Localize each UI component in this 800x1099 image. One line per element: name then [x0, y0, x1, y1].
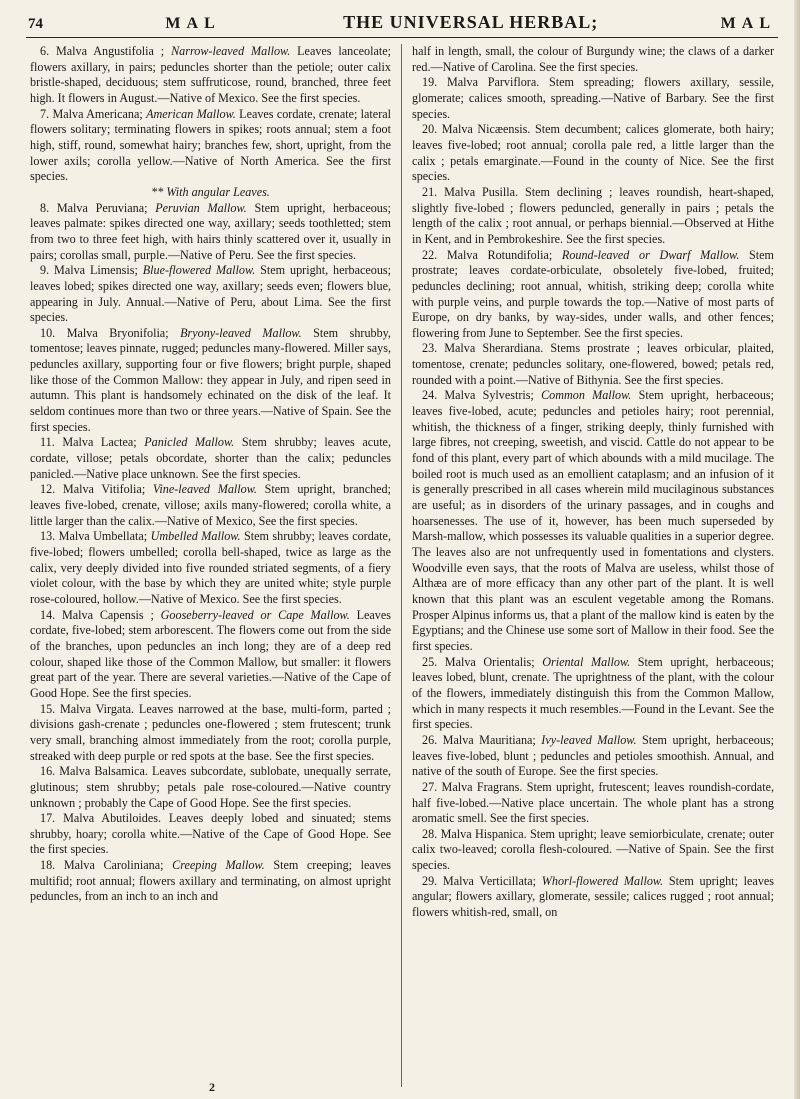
species-number: 17. — [40, 811, 56, 826]
species-number: 16. — [40, 764, 56, 779]
species-description: Leaves lanceolate; flowers axillary, in pairs; peduncles shorter than the petiole; outer calix bristle-shaped, deciduous; stem suffruticose, round, branched, three feet high. It flowers in August.—Native of Mexico. See the first species. — [30, 44, 391, 105]
species-entry — [30, 764, 391, 811]
species-number: 20. — [422, 122, 438, 137]
text-columns — [30, 44, 774, 1087]
species-number: 18. — [40, 858, 56, 873]
species-description: Leaves subcordate, sublobate, unequally serrate, glutinous; stem shrubby; petals pale rose-coloured.—Native country unknown ; probably the Cape of Good Hope. See the first species. — [30, 764, 392, 810]
species-number: 9. — [40, 263, 50, 278]
species-latin-name: Malva Peruviana; — [56, 200, 148, 215]
page-title: THE UNIVERSAL HERBAL; — [343, 12, 599, 32]
section-subheading — [30, 185, 391, 201]
species-description: Stem shrubby, tomentose; leaves pinnate, rugged; peduncles many-flowered. Miller says, peduncles axillary, supporting four or five flowers; bright purple, shaped like those of the Common Mallow: they appear in July, and ripen seed in autumn. This plant is handsomely echinated on the disk of the leaf. It seldom continues more than two or three years.—Native of Spain. See the first species. — [30, 325, 391, 434]
species-latin-name: Malva Sylvestris; — [444, 388, 534, 403]
species-common-name: American Mallow. — [146, 106, 236, 121]
species-description: Stem declining ; leaves roundish, heart-shaped, slightly five-lobed ; flowers peduncled, generally in pairs ; petals the length of the calix ; root annual, or perhaps biennial.—Observed at Hithe in Kent, and in Pembrokeshire. See the first species. — [412, 184, 774, 246]
header-left-word: MAL — [165, 15, 221, 32]
species-number: 27. — [422, 779, 438, 794]
species-latin-name: Malva Mauritiana; — [442, 732, 536, 747]
species-latin-name: Malva Capensis ; — [62, 607, 154, 622]
species-entry — [30, 435, 391, 482]
species-latin-name: Malva Orientalis; — [444, 654, 535, 669]
left-column — [30, 44, 402, 1087]
species-description: Stem creeping; leaves multifid; root annual; flowers axillary and terminating, on almost upright peduncles, from an inch to an inch and — [30, 858, 392, 904]
species-latin-name: Malva Caroliniana; — [63, 858, 164, 873]
species-common-name: Umbelled Mallow. — [150, 529, 241, 544]
species-description: Stem upright; leaves angular; flowers axillary, glomerate, sessile; calices rugged ; root annual; flowers whitish-red, small, on — [412, 873, 774, 920]
species-number: 28. — [422, 826, 438, 841]
species-common-name: Ivy-leaved Mallow. — [541, 732, 637, 747]
species-number: 10. — [40, 325, 56, 340]
species-number: 13. — [40, 529, 56, 544]
species-entry — [30, 201, 391, 264]
species-entry — [412, 388, 774, 654]
species-latin-name: Malva Hispanica. — [440, 826, 527, 841]
species-common-name: Vine-leaved Mallow. — [152, 482, 257, 497]
species-common-name: Narrow-leaved Mallow. — [171, 44, 291, 58]
species-entry — [412, 248, 774, 342]
species-latin-name: Malva Fragrans. — [441, 779, 523, 794]
species-number: 21. — [422, 184, 438, 199]
species-description: Leaves cordate, five-lobed; stem arborescent. The flowers come out from the side of the branches, upon peduncles an inch long; they are of a deep red colour, shaped like those of the Common Mallow, but smaller: it flowers great part of the year. There are several varieties.—Native of the Cape of Good Hope. See the first species. — [30, 607, 391, 700]
species-entry — [412, 874, 774, 921]
species-number: 11. — [40, 435, 55, 450]
species-latin-name: Malva Sherardiana. — [444, 341, 544, 356]
species-number: 29. — [422, 873, 438, 888]
species-entry — [412, 780, 774, 827]
species-latin-name: Malva Verticillata; — [442, 873, 537, 888]
species-entry — [412, 655, 774, 733]
species-description: Leaves narrowed at the base, multi-form, parted ; divisions gash-crenate ; peduncles one-flowered ; stem frutescent; trunk very small, branching almost immediately from the root; corolla purple, streaked with deep purple or red spots at the base. See the first species. — [30, 701, 391, 763]
species-common-name: Common Mallow. — [541, 388, 632, 403]
species-number: 14. — [40, 607, 56, 622]
page-edge — [794, 0, 800, 1099]
species-entry — [30, 702, 391, 765]
header-right-word: MAL — [720, 15, 776, 32]
species-description: Stem upright, herbaceous; leaves lobed; spikes directed one way, axillary; seeds even; flowers blue, appearing in July. Annual.—Native of Peru, about Lima. See the first species. — [30, 263, 392, 325]
species-entry — [412, 75, 774, 122]
species-latin-name: Malva Parviflora. — [446, 75, 540, 90]
species-number: 7. — [40, 106, 50, 121]
species-description: Stem shrubby; leaves cordate, five-lobed; flowers umbelled; corolla bell-shaped, twice as large as the calix, very deeply divided into five rounded striated segments, of a fiery violet colour, with the base by which they are united white; style purple rose-coloured, hollow.—Native of Mexico. See the first species. — [30, 529, 391, 606]
species-common-name: Peruvian Mallow. — [155, 200, 247, 215]
species-entry — [30, 529, 391, 607]
species-description: Stem upright; leave semiorbiculate, crenate; outer calix two-leaved; corolla flesh-coloured. —Native of Spain. See the first species. — [412, 826, 774, 873]
species-common-name: Gooseberry-leaved or Cape Mallow. — [160, 607, 350, 622]
continued-paragraph: half in length, small, the colour of Burgundy wine; the claws of a darker red.—Native of Carolina. See the first species. — [412, 44, 774, 74]
species-entry — [30, 263, 391, 326]
species-latin-name: Malva Umbellata; — [58, 529, 148, 544]
species-entry — [30, 44, 391, 107]
species-latin-name: Malva Abutiloides. — [63, 811, 161, 826]
species-entry — [30, 107, 391, 185]
species-number: 6. — [40, 44, 50, 58]
species-description: Stem decumbent; calices glomerate, both hairy; leaves five-lobed; root annual; corolla pale red, a little larger than the calix ; petals emarginate.—Found in the county of Nice. See the first species. — [412, 122, 774, 184]
species-description: Stem upright, frutescent; leaves roundish-cordate, half five-lobed.—Native place uncertain. The whole plant has a strong aromatic smell. See the first species. — [412, 779, 774, 826]
species-latin-name: Malva Bryonifolia; — [66, 325, 169, 340]
species-number: 26. — [422, 732, 438, 747]
species-entry — [412, 185, 774, 248]
species-number: 8. — [40, 200, 50, 215]
species-common-name: Panicled Mallow. — [144, 435, 235, 450]
species-entry — [412, 122, 774, 185]
species-description: Stem upright, herbaceous; leaves lobed, blunt, crenate. The uprightness of the plant, with the colour of the flowers, immediately distinguish this from the Common Mallow, which in many respects it much resembles.—Found in the Levant. See the first species. — [412, 654, 774, 732]
species-entry — [30, 608, 391, 702]
species-latin-name: Malva Pusilla. — [444, 184, 519, 199]
species-latin-name: Malva Vitifolia; — [62, 482, 146, 497]
species-latin-name: Malva Limensis; — [54, 263, 138, 278]
right-column — [402, 44, 774, 1087]
species-entry — [30, 482, 391, 529]
header-rule — [26, 37, 778, 38]
species-description: Stem upright, herbaceous; leaves palmate: spikes directed one way, axillary; seeds toothletted; stem from two to three feet high, with hairs thinly scattered over it, usually in pairs; corollas small, purple.—Native of Peru. See the first species. — [30, 200, 391, 262]
species-latin-name: Malva Lactea; — [62, 435, 137, 450]
species-number: 22. — [422, 247, 438, 262]
species-common-name: Whorl-flowered Mallow. — [541, 873, 664, 888]
species-common-name: Bryony-leaved Mallow. — [180, 325, 302, 340]
species-latin-name: Malva Virgata. — [60, 701, 135, 716]
species-description: Stem prostrate; leaves cordate-orbiculate, obsoletely five-lobed, fruited; peduncles declining; root annual, whitish, striking deep; corolla white with purple veins, and purple towards the top.—Native of most parts of Europe, on dry banks, by way-sides, under walls, and other fences; flowering from June to September. See the first species. — [412, 247, 774, 340]
species-description: Leaves deeply lobed and sinuated; stems shrubby, hoary; corolla white.—Native of the Cape of Good Hope. See the first species. — [30, 811, 392, 857]
running-header — [28, 12, 776, 34]
species-latin-name: Malva Rotundifolia; — [446, 247, 553, 262]
signature-mark: 2 — [209, 1080, 215, 1094]
species-common-name: Blue-flowered Mallow. — [142, 263, 256, 278]
species-number: 12. — [40, 482, 56, 497]
species-common-name: Oriental Mallow. — [542, 654, 631, 669]
species-number: 25. — [422, 654, 438, 669]
species-entry — [412, 733, 774, 780]
species-description: Stem shrubby; leaves acute, cordate, villose; petals obcordate, shorter than the calix; peduncles panicled.—Native place unknown. See the first species. — [30, 435, 391, 481]
species-number: 24. — [422, 388, 438, 403]
species-description: Stems prostrate ; leaves orbicular, plaited, tomentose, crenate; peduncles solitary, one-flowered, bowed; petals red, rounded with a point.—Native of Bithynia. See the first species. — [412, 341, 774, 387]
species-entry — [412, 827, 774, 874]
species-latin-name: Malva Nicæensis. — [441, 122, 531, 137]
species-common-name: Round-leaved or Dwarf Mallow. — [561, 247, 740, 262]
page-number: 74 — [28, 16, 43, 32]
species-entry — [30, 858, 391, 905]
species-description: Stem upright, herbaceous; leaves five-lobed, blunt ; peduncles and petioles smoothish. Annual, and native of the south of Europe. See the first species. — [412, 732, 774, 779]
species-latin-name: Malva Balsamica. — [59, 764, 148, 779]
species-latin-name: Malva Americana; — [52, 106, 143, 121]
species-entry — [30, 811, 391, 858]
species-description: Stem spreading; flowers axillary, sessile, glomerate; calices smooth, spreading.—Native of Barbary. See the first species. — [412, 75, 774, 121]
species-entry — [30, 326, 391, 436]
species-description: Stem upright, herbaceous; leaves five-lobed, acute; peduncles and petioles hairy; root perennial, whitish, the thickness of a finger, striking deeply, thinly furnished with large fibres, not creeping, sweetish, and viscid. Cattle do not appear to be fond of this plant, every part of which abounds with a mild mucilage. The boiled root is much used as an emollient cataplasm; and an infusion of it is generally prescribed in all cases wherein mild mucilaginous substances are useful; as in disorders of the urinary passages, and in coughs and hoarsenesses. The use of it, however, has been much superseded by Marsh-mallow, which possesses its valuable qualities in a superior degree. The leaves also are not unfrequently used in fomentations and clysters. Woodville even says, that the roots of Malva are useless, whilst those of Althæa are of more efficacy than any other part of the plant. It is well known that this plant was an esculent vegetable among the Romans. Prosper Alpinus informs us, that a plant of the mallow kind is eaten by the Egyptians; and the Chinese use some sort of Mallow in their food. See the first species. — [412, 388, 774, 653]
subheading-text: ** With angular Leaves. — [151, 184, 270, 199]
species-entry — [412, 341, 774, 388]
species-number: 23. — [422, 341, 438, 356]
species-common-name: Creeping Mallow. — [172, 858, 265, 873]
species-number: 15. — [40, 701, 56, 716]
species-number: 19. — [422, 75, 438, 90]
species-description: Leaves cordate, crenate; lateral flowers solitary; terminating flowers in spikes; roots annual; stem a foot high, stiff, round, somewhat hairy; branches few, short, upright, from the lower axils; corolla yellow.—Native of North America. See the first species. — [30, 106, 391, 184]
species-latin-name: Malva Angustifolia ; — [56, 44, 165, 58]
species-description: Stem upright, branched; leaves five-lobed, crenate, villose; axils many-flowered; corolla white, a little larger than the calix.—Native of Mexico, See the first species. — [30, 482, 392, 528]
